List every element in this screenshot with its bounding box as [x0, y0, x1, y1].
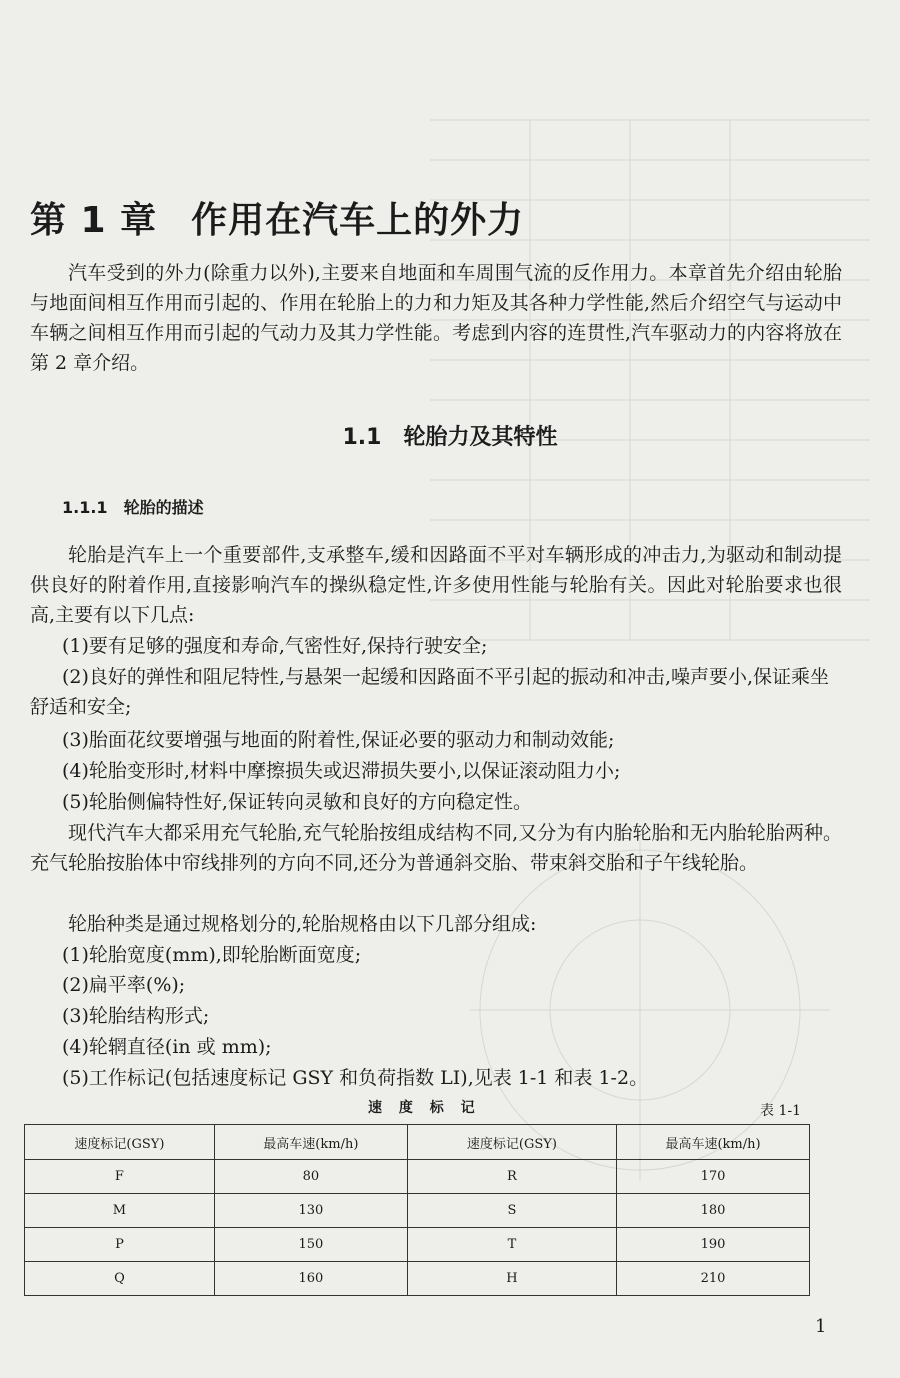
table-cell: P — [25, 1228, 215, 1262]
spec-item: (4)轮辋直径(in 或 mm); — [62, 1036, 272, 1058]
subsection-title: 轮胎的描述 — [123, 498, 204, 517]
table-title: 速 度 标 记 — [368, 1100, 481, 1116]
chapter-heading — [30, 192, 524, 243]
table-header-cell: 速度标记(GSY) — [25, 1125, 215, 1160]
chapter-title: 作用在汽车上的外力 — [191, 200, 525, 241]
table-cell: 180 — [617, 1194, 810, 1228]
table-row — [25, 1262, 810, 1296]
table-cell: H — [407, 1262, 616, 1296]
table-cell: F — [25, 1160, 215, 1194]
table-cell: 130 — [214, 1194, 407, 1228]
table-header-cell: 最高车速(km/h) — [617, 1125, 810, 1160]
table-header-cell: 最高车速(km/h) — [214, 1125, 407, 1160]
intro-paragraph: 汽车受到的外力(除重力以外),主要来自地面和车周围气流的反作用力。本章首先介绍由轮胎与地面间相互作用而引起的、作用在轮胎上的力和力矩及其各种力学性能,然后介绍空气与运动中车辆之间相互作用而引起的气动力及其力学性能。考虑到内容的连贯性,汽车驱动力的内容将放在第 2 章介绍。 — [30, 262, 842, 374]
table-cell: R — [407, 1160, 616, 1194]
table-row — [25, 1228, 810, 1262]
chapter-number: 第 1 章 — [30, 200, 158, 241]
tire-types-paragraph: 现代汽车大都采用充气轮胎,充气轮胎按组成结构不同,又分为有内胎轮胎和无内胎轮胎两种。充气轮胎按胎体中帘线排列的方向不同,还分为普通斜交胎、带束斜交胎和子午线轮胎。 — [30, 822, 842, 874]
table-cell: 80 — [214, 1160, 407, 1194]
table-cell: 190 — [617, 1228, 810, 1262]
table-cell: Q — [25, 1262, 215, 1296]
table-row — [25, 1194, 810, 1228]
requirement-item: (3)胎面花纹要增强与地面的附着性,保证必要的驱动力和制动效能; — [62, 729, 615, 751]
section-heading — [0, 420, 900, 451]
spec-item: (3)轮胎结构形式; — [62, 1005, 210, 1027]
table-cell: 170 — [617, 1160, 810, 1194]
table-cell: 160 — [214, 1262, 407, 1296]
table-cell: S — [407, 1194, 616, 1228]
table-header-cell: 速度标记(GSY) — [407, 1125, 616, 1160]
page-number: 1 — [815, 1316, 827, 1337]
table-header-row — [25, 1125, 810, 1160]
section-number: 1.1 — [342, 425, 382, 450]
description-paragraph: 轮胎是汽车上一个重要部件,支承整车,缓和因路面不平对车辆形成的冲击力,为驱动和制动提供良好的附着作用,直接影响汽车的操纵稳定性,许多使用性能与轮胎有关。因此对轮胎要求也很高,主要有以下几点: — [30, 544, 842, 626]
subsection-heading — [62, 495, 204, 518]
table-cell: 150 — [214, 1228, 407, 1262]
spec-item: (5)工作标记(包括速度标记 GSY 和负荷指数 LI),见表 1-1 和表 1-2。 — [62, 1067, 649, 1089]
table-row — [25, 1160, 810, 1194]
table-cell: T — [407, 1228, 616, 1262]
spec-item: (2)扁平率(%); — [62, 974, 186, 996]
speed-rating-table — [24, 1124, 810, 1296]
requirement-item: (1)要有足够的强度和寿命,气密性好,保持行驶安全; — [62, 635, 488, 657]
table-cell: M — [25, 1194, 215, 1228]
requirement-item: (2)良好的弹性和阻尼特性,与悬架一起缓和因路面不平引起的振动和冲击,噪声要小,保证乘坐舒适和安全; — [30, 666, 830, 718]
table-cell: 210 — [617, 1262, 810, 1296]
spec-intro-paragraph: 轮胎种类是通过规格划分的,轮胎规格由以下几部分组成: — [68, 913, 537, 935]
section-title: 轮胎力及其特性 — [403, 425, 558, 450]
spec-item: (1)轮胎宽度(mm),即轮胎断面宽度; — [62, 944, 362, 966]
requirement-item: (4)轮胎变形时,材料中摩擦损失或迟滞损失要小,以保证滚动阻力小; — [62, 760, 621, 782]
subsection-number: 1.1.1 — [62, 498, 108, 517]
requirement-item: (5)轮胎侧偏特性好,保证转向灵敏和良好的方向稳定性。 — [62, 791, 532, 813]
table-number: 表 1-1 — [760, 1103, 801, 1119]
